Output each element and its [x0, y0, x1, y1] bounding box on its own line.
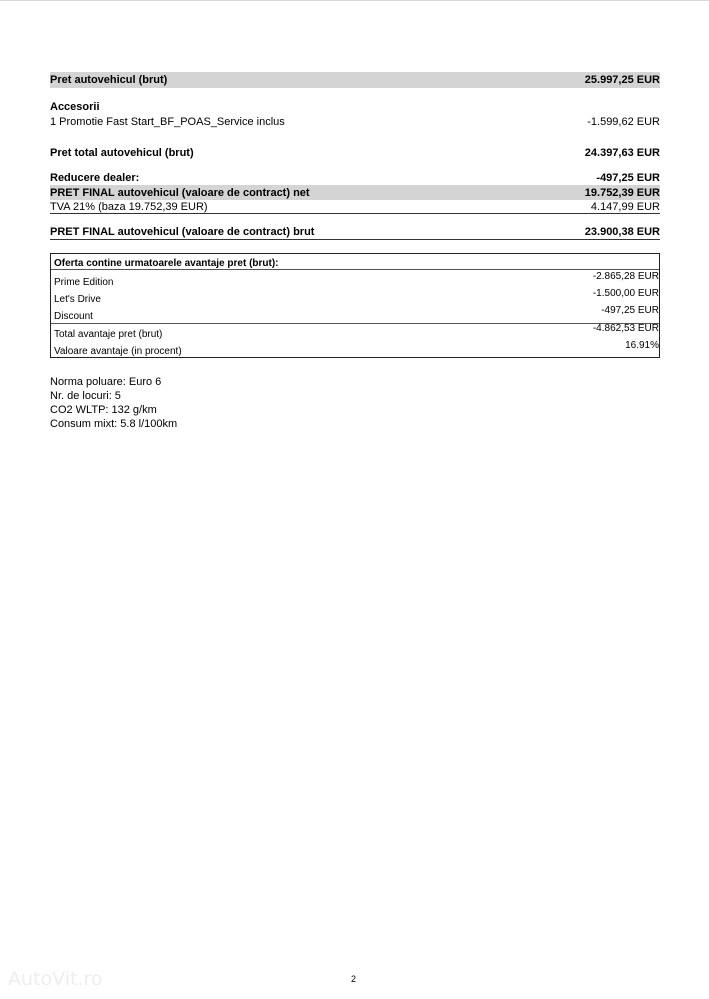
spec-consumption: Consum mixt: 5.8 l/100km: [50, 418, 178, 430]
accessory-row: [50, 115, 660, 129]
total-gross-label: Pret total autovehicul (brut): [50, 147, 194, 159]
vat-row: [50, 200, 660, 214]
final-net-value: 19.752,39 EUR: [584, 186, 660, 199]
offer-item-label: Discount: [54, 311, 93, 322]
final-net-row: [50, 185, 660, 200]
offer-item-row: [51, 288, 659, 305]
accessories-heading: Accesorii: [50, 101, 100, 113]
total-gross-row: [50, 146, 660, 160]
offer-total-label: Total avantaje pret (brut): [54, 329, 163, 340]
gross-price-row: [50, 72, 660, 88]
offer-item-value: -1.500,00 EUR: [592, 288, 659, 299]
offer-item-value: -497,25 EUR: [601, 305, 659, 316]
spec-co2: CO2 WLTP: 132 g/km: [50, 404, 157, 416]
watermark-logo: AutoVit.ro: [8, 968, 103, 990]
final-gross-value: 23.900,38 EUR: [584, 225, 660, 238]
offer-item-label: Let's Drive: [54, 294, 101, 305]
gross-price-value: 25.997,25 EUR: [584, 74, 660, 86]
offer-title: Oferta contine urmatoarele avantaje pret (brut):: [54, 258, 279, 269]
offer-total-value: -4.862,53 EUR: [592, 323, 659, 334]
dealer-discount-row: [50, 171, 660, 185]
final-net-label: PRET FINAL autovehicul (valoare de contract) net: [50, 186, 310, 199]
offer-item-label: Prime Edition: [54, 277, 114, 288]
spec-emission-norm: Norma poluare: Euro 6: [50, 376, 162, 388]
page-number: 2: [351, 974, 357, 984]
offer-percent-label: Valoare avantaje (in procent): [54, 346, 182, 357]
accessory-label: 1 Promotie Fast Start_BF_POAS_Service inclus: [50, 116, 285, 128]
vehicle-specs: [50, 375, 177, 431]
final-gross-label: PRET FINAL autovehicul (valoare de contract) brut: [50, 225, 315, 238]
offer-advantages-box: [50, 253, 660, 358]
spec-seats: Nr. de locuri: 5: [50, 390, 121, 402]
total-gross-value: 24.397,63 EUR: [584, 147, 660, 159]
top-border: [0, 0, 709, 1]
offer-item-row: [51, 271, 659, 288]
offer-divider: [51, 269, 659, 270]
vat-value: 4.147,99 EUR: [590, 200, 660, 213]
offer-item-value: -2.865,28 EUR: [592, 271, 659, 282]
dealer-discount-label: Reducere dealer:: [50, 172, 140, 184]
offer-item-row: [51, 305, 659, 322]
vat-label: TVA 21% (baza 19.752,39 EUR): [50, 200, 208, 213]
offer-percent-row: [51, 340, 659, 357]
offer-percent-value: 16.91%: [625, 340, 659, 351]
dealer-discount-value: -497,25 EUR: [596, 172, 660, 184]
accessory-value: -1.599,62 EUR: [587, 116, 660, 128]
gross-price-label: Pret autovehicul (brut): [50, 74, 168, 86]
final-gross-row: [50, 224, 660, 240]
offer-total-row: [51, 323, 659, 340]
